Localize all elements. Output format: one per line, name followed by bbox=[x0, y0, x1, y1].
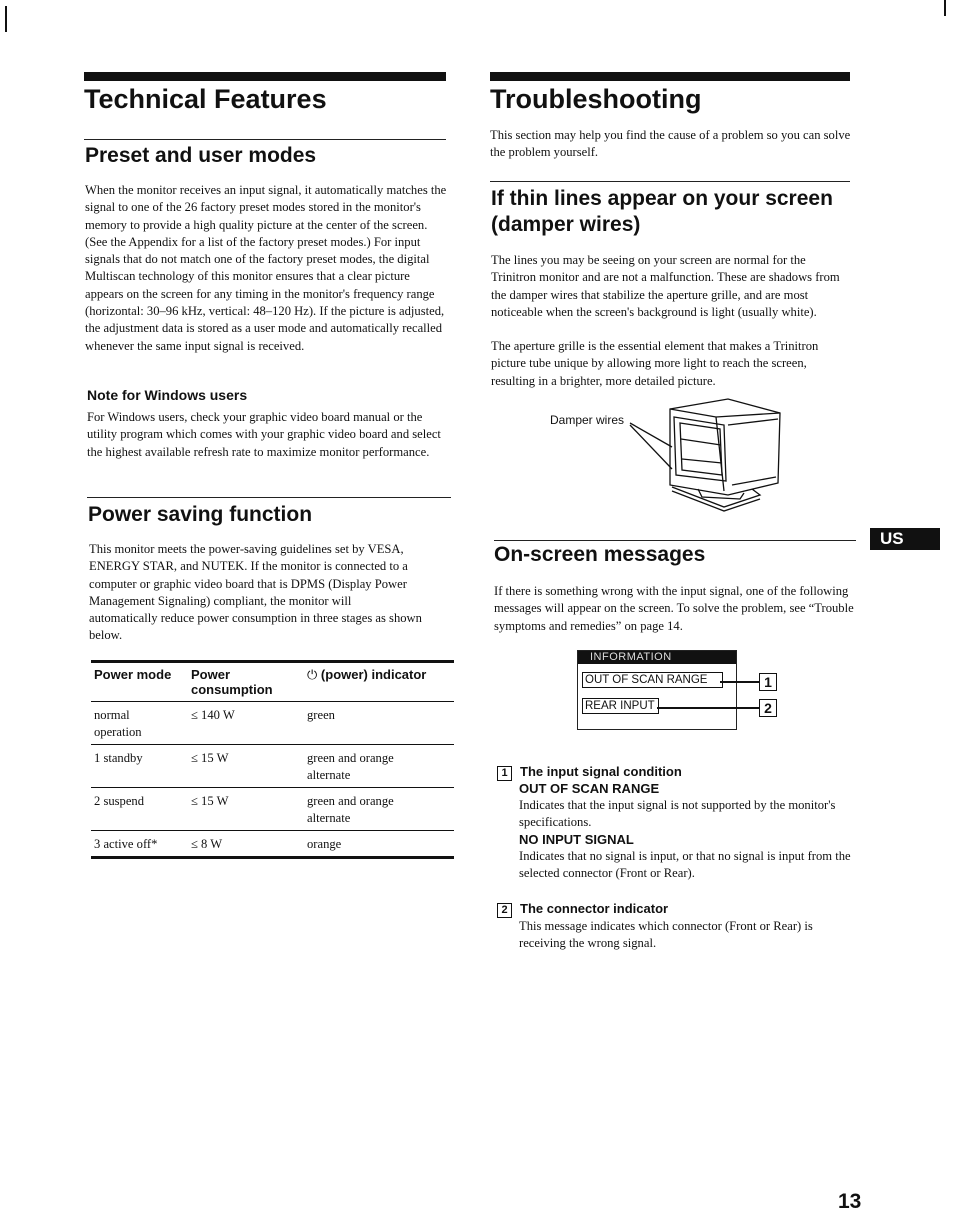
information-display bbox=[577, 650, 737, 730]
edge-mark-left bbox=[5, 6, 7, 32]
message-rear-input: REAR INPUT bbox=[582, 698, 659, 714]
troubleshooting-intro: This section may help you find the cause of a problem so you can solve the problem yourself. bbox=[490, 128, 851, 160]
rule-onscreen bbox=[494, 540, 856, 541]
power-icon: ⏻ bbox=[307, 668, 318, 683]
monitor-illustration bbox=[628, 395, 788, 513]
title-bar-left bbox=[84, 72, 446, 81]
windows-note-body: For Windows users, check your graphic video board manual or the utility program which comes with your graphic video board and select the highest available refresh rate to maximize monitor performance. bbox=[87, 410, 441, 459]
preset-body: When the monitor receives an input signal, it automatically matches the signal to one of the 26 factory preset modes stored in the monitor's memory to provide a high quality picture at the center of the screen. (See the Appendix for a list of the factory preset modes.) For input signals that do not match one of the factory preset modes, the digital Multiscan technology of this monitor ensures that a clear picture appears on the screen for any timing in the monitor's frequency range (horizontal: 30–96 kHz, vertical: 48–120 Hz). If the picture is adjusted, the adjustment data is stored as a user mode and automatically recalled whenever the same input signal is received. bbox=[85, 183, 447, 353]
item-1-sub2: NO INPUT SIGNAL bbox=[519, 832, 634, 847]
edge-mark-right bbox=[944, 0, 946, 16]
cell-mode: normal operation bbox=[91, 702, 188, 745]
page-title-troubleshooting: Troubleshooting bbox=[490, 84, 702, 114]
power-body-line: ENERGY STAR, and NUTEK. If the monitor is connected to a bbox=[89, 559, 408, 574]
cell-indicator: green bbox=[304, 702, 454, 745]
cell-mode: 3 active off* bbox=[91, 831, 188, 858]
callout-2: 2 bbox=[759, 699, 777, 717]
onscreen-body: If there is something wrong with the input signal, one of the following messages will appear on the screen. To solve the problem, see “Trouble symptoms and remedies” on page 14. bbox=[494, 584, 854, 633]
cell-indicator: green and orange alternate bbox=[304, 745, 454, 788]
leader-line-1 bbox=[720, 681, 759, 683]
table-row bbox=[91, 702, 454, 745]
rule-preset bbox=[84, 139, 446, 140]
message-out-of-scan-range: OUT OF SCAN RANGE bbox=[582, 672, 723, 688]
item-1-sub1: OUT OF SCAN RANGE bbox=[519, 781, 660, 796]
cell-indicator: orange bbox=[304, 831, 454, 858]
power-body-line: This monitor meets the power-saving guidelines set by VESA, bbox=[89, 542, 404, 556]
table-row bbox=[91, 788, 454, 831]
page-number: 13 bbox=[838, 1190, 862, 1213]
cell-consumption: ≤ 140 W bbox=[188, 702, 304, 745]
damper-wires-label: Damper wires bbox=[550, 413, 625, 427]
item-1-sub2-body: Indicates that no signal is input, or that no signal is input from the selected connector (Front or Rear). bbox=[519, 849, 851, 881]
callout-1: 1 bbox=[759, 673, 777, 691]
power-body-line: below. bbox=[89, 628, 123, 643]
item-1-sub1-body: Indicates that the input signal is not supported by the monitor's specifications. bbox=[519, 798, 836, 830]
cell-indicator: green and orange alternate bbox=[304, 788, 454, 831]
table-row bbox=[91, 831, 454, 858]
item-2-body: This message indicates which connector (Front or Rear) is receiving the wrong signal. bbox=[519, 919, 813, 951]
heading-preset-modes: Preset and user modes bbox=[85, 144, 317, 167]
power-body-line: computer or graphic video board that is DPMS (Display Power bbox=[89, 576, 407, 591]
heading-windows-note: Note for Windows users bbox=[87, 387, 248, 403]
heading-onscreen-messages: On-screen messages bbox=[494, 543, 706, 566]
rule-power bbox=[87, 497, 451, 498]
item-2-number: 2 bbox=[497, 903, 512, 918]
table-row bbox=[91, 745, 454, 788]
col-power-indicator-label: (power) indicator bbox=[320, 667, 427, 682]
power-body bbox=[89, 541, 459, 645]
heading-thin-lines bbox=[491, 186, 833, 238]
rule-thin-lines bbox=[490, 181, 850, 182]
cell-consumption: ≤ 15 W bbox=[188, 788, 304, 831]
cell-consumption: ≤ 8 W bbox=[188, 831, 304, 858]
page-title-technical-features: Technical Features bbox=[84, 84, 327, 114]
us-badge: US bbox=[870, 528, 940, 550]
title-bar-right bbox=[490, 72, 850, 81]
item-1-heading bbox=[497, 763, 682, 781]
cell-consumption: ≤ 15 W bbox=[188, 745, 304, 788]
item-1-title: The input signal condition bbox=[520, 764, 682, 779]
col-power-mode: Power mode bbox=[91, 662, 188, 702]
item-1-number: 1 bbox=[497, 766, 512, 781]
heading-thin-lines-2: (damper wires) bbox=[491, 213, 641, 236]
power-mode-table bbox=[91, 660, 454, 859]
heading-power-saving: Power saving function bbox=[88, 503, 313, 526]
item-2-title: The connector indicator bbox=[520, 901, 669, 916]
thin-lines-body-1: The lines you may be seeing on your screen are normal for the Trinitron monitor and are not a malfunction. These are shadows from the damper wires that stabilize the aperture grille, and are most noticeable when the screen's background is light (usually white). bbox=[491, 253, 840, 319]
power-body-line: Management Signaling) compliant, the monitor will bbox=[89, 593, 352, 608]
thin-lines-body-2: The aperture grille is the essential element that makes a Trinitron picture tube unique by allowing more light to reach the screen, resulting in a brighter, more detailed picture. bbox=[491, 339, 819, 388]
col-power-consumption: Power consumption bbox=[188, 662, 304, 702]
table-header-row bbox=[91, 662, 454, 702]
col-power-indicator bbox=[304, 662, 454, 702]
cell-mode: 2 suspend bbox=[91, 788, 188, 831]
power-body-line: automatically reduce power consumption in three stages as shown bbox=[89, 611, 422, 626]
item-2-heading bbox=[497, 900, 668, 918]
leader-line-2 bbox=[657, 707, 759, 709]
heading-thin-lines-1: If thin lines appear on your screen bbox=[491, 187, 833, 210]
cell-mode: 1 standby bbox=[91, 745, 188, 788]
information-title: INFORMATION bbox=[578, 651, 736, 664]
